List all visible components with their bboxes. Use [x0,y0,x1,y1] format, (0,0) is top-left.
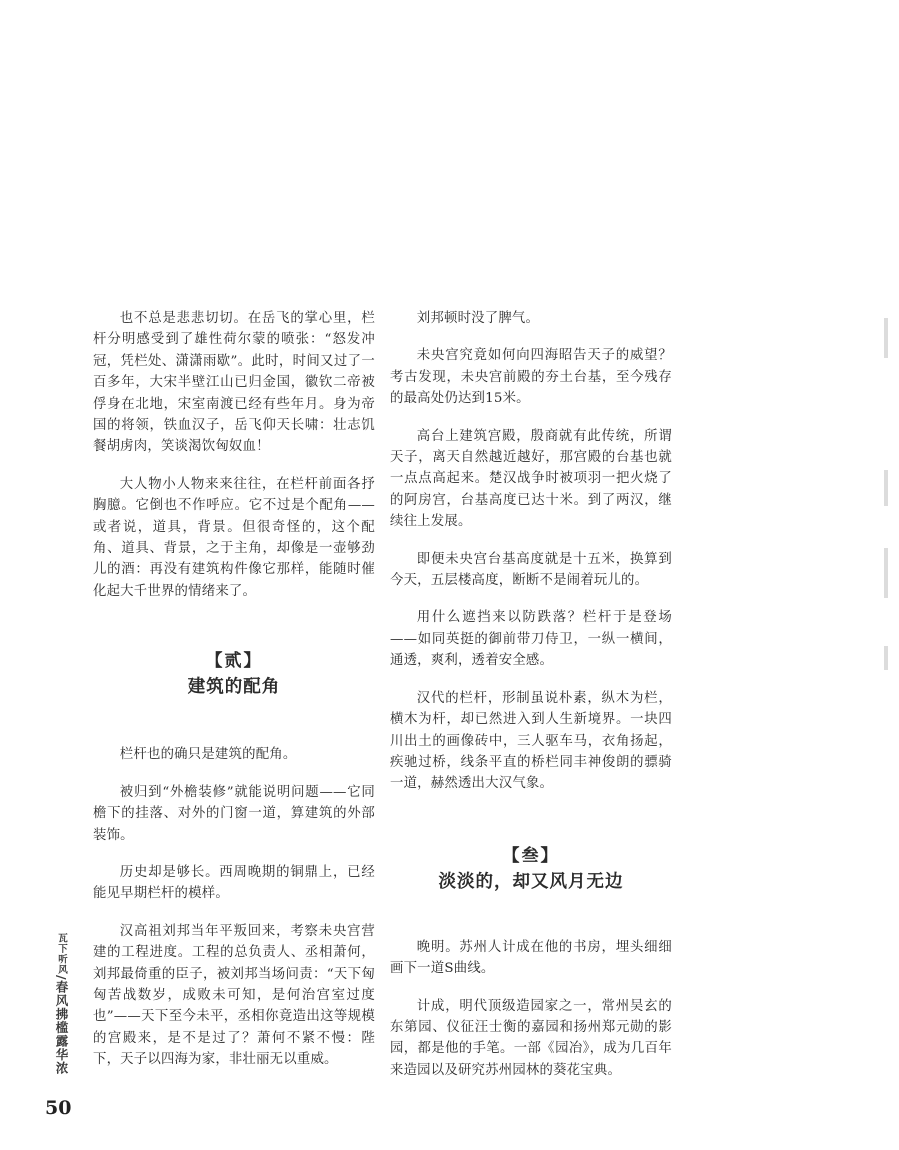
paragraph: 用什么遮挡来以防跌落？栏杆于是登场——如同英挺的御前带刀侍卫，一纵一横间，通透，爽利，透着安全感。 [390,610,672,669]
paragraph: 计成，明代顶级造园家之一，常州吴玄的东第园、仪征汪士衡的嘉园和扬州郑元勋的影园，都是他的手笔。一部《园冶》，成为几百年来造园以及研究苏州园林的葵花宝典。 [390,998,672,1078]
running-head [50,933,70,1075]
paragraph: 汉高祖刘邦当年平叛回来，考察未央宫营建的工程进度。工程的总负责人、丞相萧何，刘邦最倚重的臣子，被刘邦当场问责：“天下匈匈苦战数岁，成败未可知，是何治宫室过度也”——天下至今未平，丞相你竟造出这等规模的宫殿来，是不是过了？萧何不紧不慢：陛下，天子以四海为家，非壮丽无以重威。 [93,923,375,1068]
section-title: 建筑的配角 [187,677,281,698]
paragraph: 高台上建筑宫殿，殷商就有此传统，所谓天子，离天自然越近越好，那宫殿的台基也就一点点高起来。楚汉战争时被项羽一把火烧了的阿房宫，台基高度已达十米。到了两汉，继续往上发展。 [390,428,672,530]
page-edge-mark [884,318,888,358]
article-title: 春风拂槛露华浓 [54,980,69,1076]
paragraph: 刘邦顿时没了脾气。 [416,311,540,326]
section-heading [93,648,375,700]
paragraph: 被归到“外檐装修”就能说明问题——它同檐下的挂落、对外的门窗一道，算建筑的外部装饰。 [93,784,375,843]
page-edge-mark [884,470,888,506]
section-number: 【叁】 [502,845,560,866]
paragraph: 栏杆也的确只是建筑的配角。 [119,747,297,763]
page-edge-mark [884,646,888,670]
column-brand: 瓦下听风 [56,933,67,975]
page-number: 50 [45,1097,72,1119]
section-heading [390,843,672,895]
paragraph: 汉代的栏杆，形制虽说朴素，纵木为栏，横木为杆，却已然进入到人生新境界。一块四川出土的画像砖中，三人驱车马，衣角扬起，疾驰过桥，线条平直的桥栏同丰神俊朗的骠骑一道，赫然透出大汉气象。 [390,690,672,792]
right-column [390,308,672,1097]
paragraph: 历史却是够长。西周晚期的铜鼎上，已经能见早期栏杆的模样。 [93,864,375,902]
page-edge-mark [884,548,888,598]
paragraph: 未央宫究竟如何向四海昭告天子的威望？考古发现，未央宫前殿的夯土台基，至今残存的最高处仍达到15米。 [390,348,672,407]
separator: / [54,975,69,981]
paragraph: 即便未央宫台基高度就是十五米，换算到今天，五层楼高度，断断不是闹着玩儿的。 [390,551,672,589]
paragraph: 大人物小人物来来往往，在栏杆前面各抒胸臆。它倒也不作呼应。它不过是个配角——或者说，道具，背景。但很奇怪的，这个配角、道具、背景，之于主角，却像是一壶够劲儿的酒：再没有建筑构件像它那样，能随时催化起大千世界的情绪来了。 [93,476,375,599]
section-number: 【贰】 [205,651,263,672]
paragraph: 晚明。苏州人计成在他的书房，埋头细细画下一道S曲线。 [390,939,672,977]
section-title: 淡淡的，却又风月无边 [438,871,624,892]
left-column [93,308,375,1087]
paragraph: 也不总是悲悲切切。在岳飞的掌心里，栏杆分明感受到了雄性荷尔蒙的喷张：“怒发冲冠，凭栏处、潇潇雨歇”。此时，时间又过了一百多年，大宋半壁江山已归金国，徽钦二帝被俘身在北地，宋室南渡已经有些年月。身为帝国的将领，铁血汉子，岳飞仰天长啸：壮志饥餐胡虏肉，笑谈渴饮匈奴血！ [93,311,375,455]
